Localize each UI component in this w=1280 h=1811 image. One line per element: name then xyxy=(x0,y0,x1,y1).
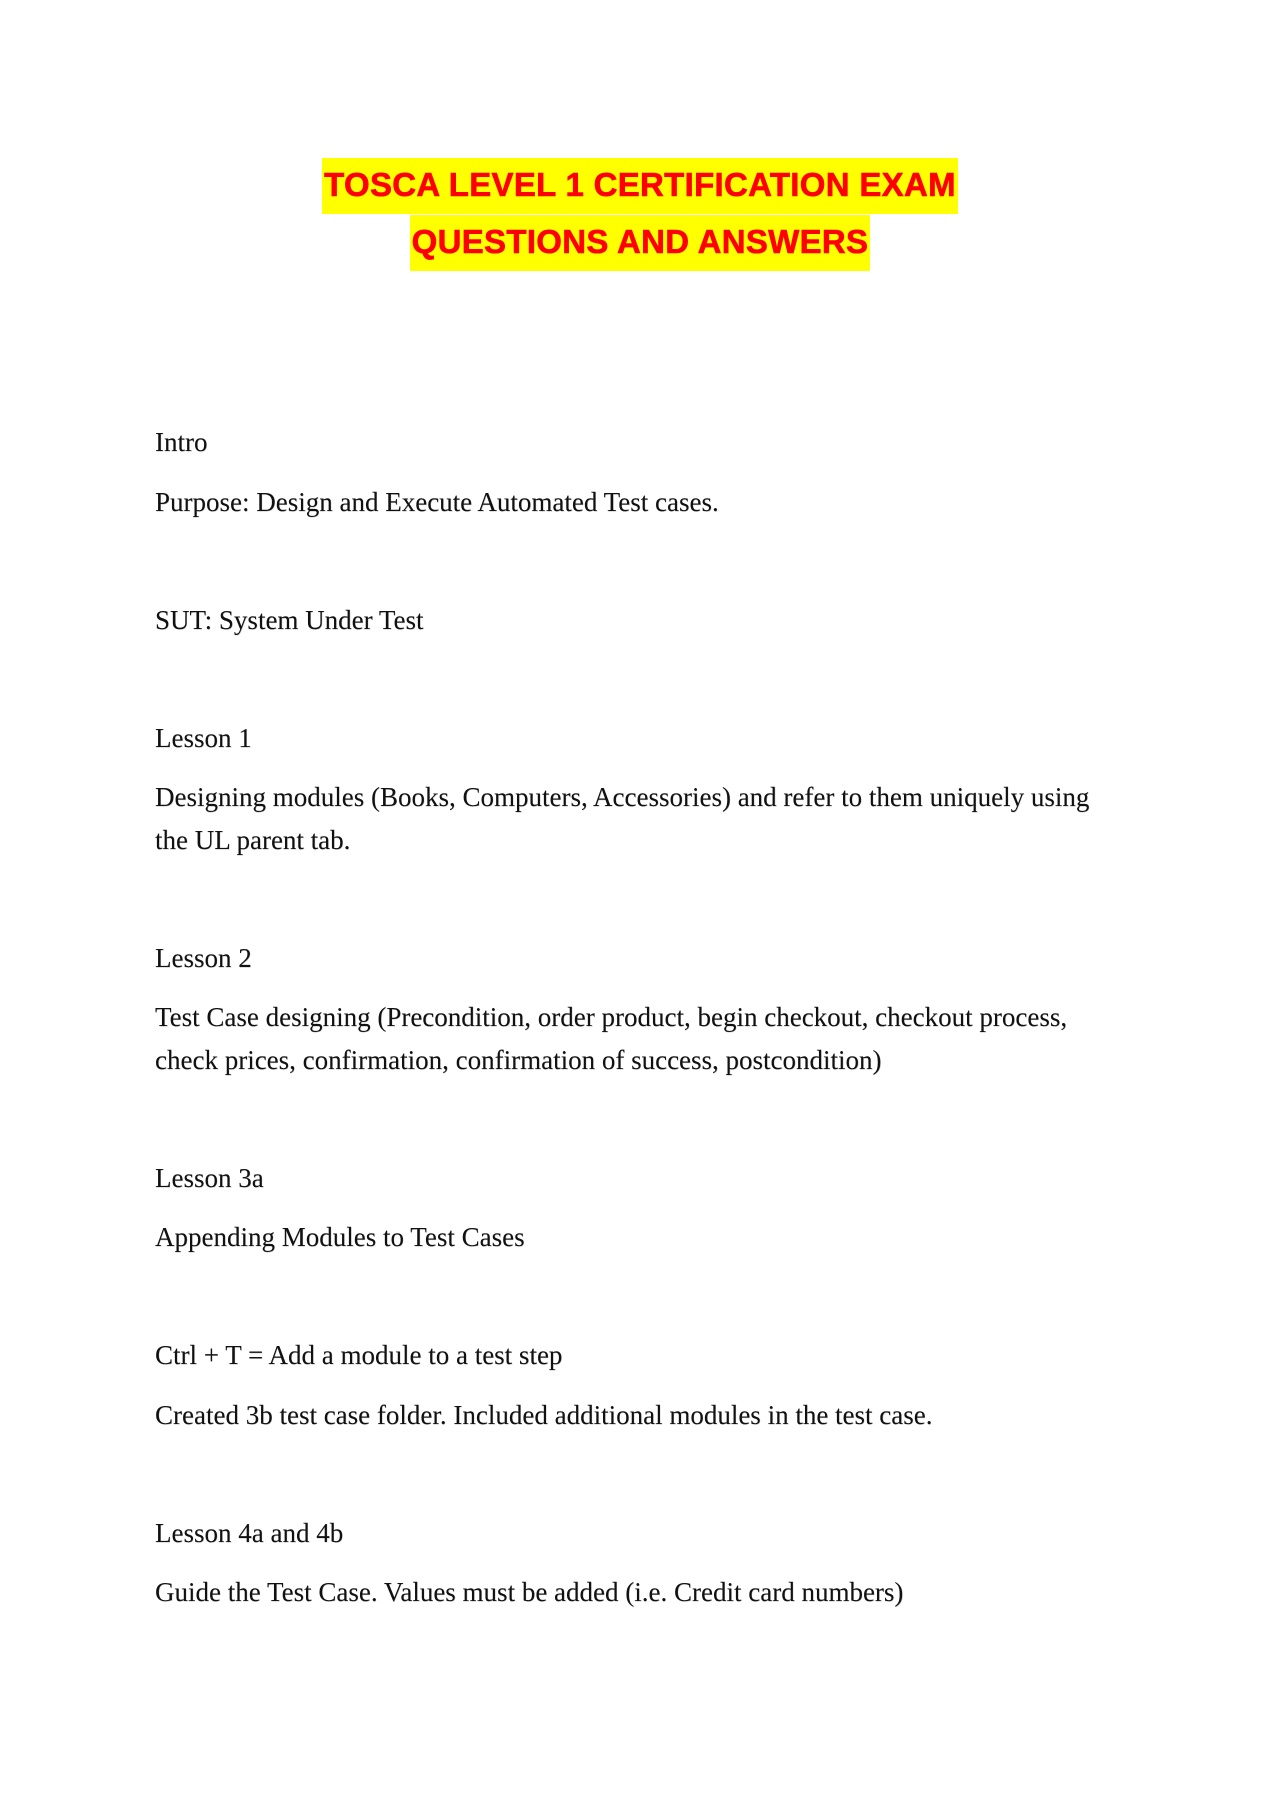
purpose-paragraph: Purpose: Design and Execute Automated Test cases. xyxy=(155,487,719,517)
title-highlight-2: QUESTIONS AND ANSWERS xyxy=(410,215,871,271)
lesson-1-heading: Lesson 1 xyxy=(155,723,252,753)
lesson-3a-body: Appending Modules to Test Cases xyxy=(155,1222,525,1252)
lesson-2-heading: Lesson 2 xyxy=(155,943,252,973)
document-title-line-2 xyxy=(0,215,1280,271)
document-title-line-1 xyxy=(0,158,1280,214)
lesson-2-body: Test Case designing (Precondition, order product, begin checkout, checkout process, check prices, confirmation, confirmation of success, postcondition) xyxy=(155,1002,1068,1075)
intro-heading: Intro xyxy=(155,427,208,457)
lesson-4-heading: Lesson 4a and 4b xyxy=(155,1518,344,1548)
lesson-1-body: Designing modules (Books, Computers, Accessories) and refer to them uniquely using the UL parent tab. xyxy=(155,782,1090,855)
shortcut-paragraph: Ctrl + T = Add a module to a test step xyxy=(155,1340,563,1370)
title-highlight-1: TOSCA LEVEL 1 CERTIFICATION EXAM xyxy=(322,158,958,214)
lesson-4-body: Guide the Test Case. Values must be added (i.e. Credit card numbers) xyxy=(155,1577,904,1607)
created-note-paragraph: Created 3b test case folder. Included additional modules in the test case. xyxy=(155,1400,933,1430)
sut-paragraph: SUT: System Under Test xyxy=(155,605,424,635)
lesson-3a-heading: Lesson 3a xyxy=(155,1163,264,1193)
